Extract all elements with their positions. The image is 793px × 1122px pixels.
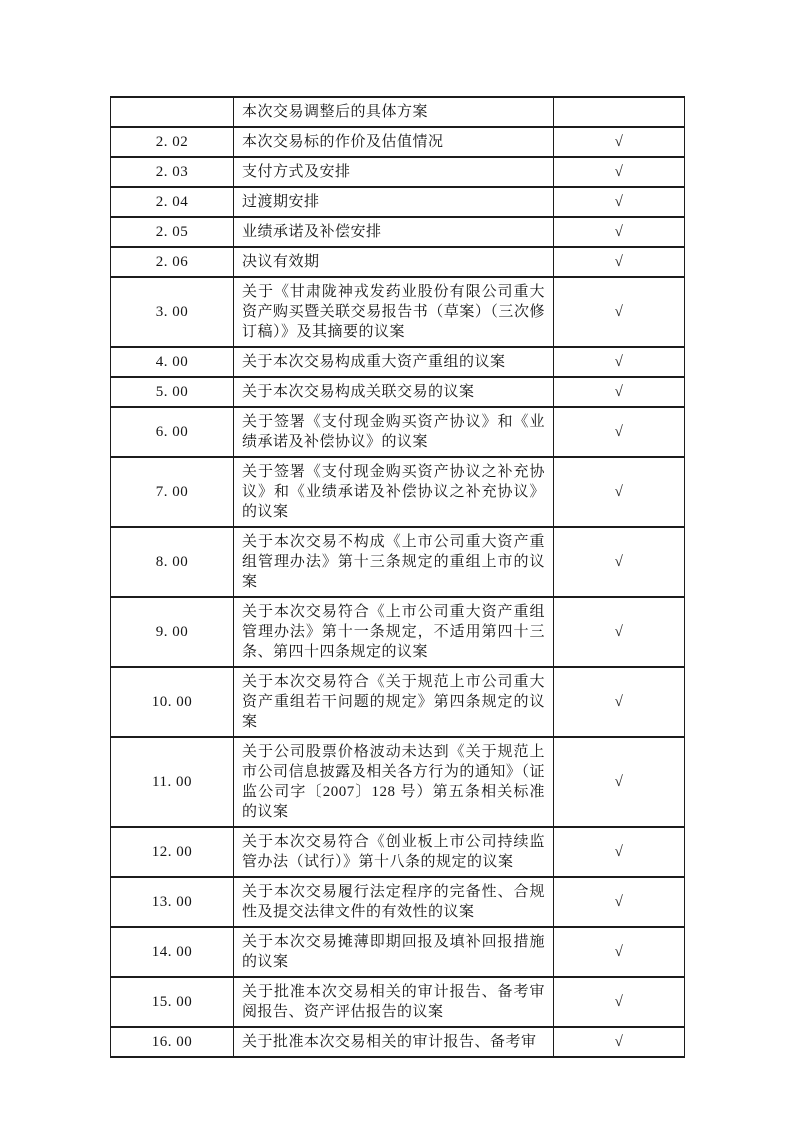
vote-result-cell [554,927,685,977]
proposal-number-cell: 11. 00 [111,737,234,827]
proposal-table-body [111,97,685,1057]
vote-result-cell [554,407,685,457]
check-mark: √ [614,774,624,790]
proposal-number-cell: 2. 05 [111,217,234,247]
proposal-number-cell: 6. 00 [111,407,234,457]
table-row [111,157,685,187]
proposal-title-cell: 关于本次交易符合《关于规范上市公司重大资产重组若干问题的规定》第四条规定的议案 [234,667,554,737]
check-mark: √ [614,354,624,370]
vote-result-cell [554,827,685,877]
vote-result-cell [554,977,685,1027]
table-row [111,877,685,927]
vote-result-cell [554,127,685,157]
table-row [111,927,685,977]
check-mark: √ [614,844,624,860]
table-row [111,1027,685,1057]
proposal-title-cell: 本次交易标的作价及估值情况 [234,127,554,157]
proposal-title-cell: 关于本次交易不构成《上市公司重大资产重组管理办法》第十三条规定的重组上市的议案 [234,527,554,597]
proposal-number-cell: 3. 00 [111,277,234,347]
table-row [111,977,685,1027]
proposal-number-cell: 4. 00 [111,347,234,377]
check-mark: √ [614,304,624,320]
table-row [111,457,685,527]
check-mark: √ [614,944,624,960]
table-row [111,127,685,157]
vote-result-cell [554,187,685,217]
vote-result-cell [554,157,685,187]
proposal-number-cell: 12. 00 [111,827,234,877]
check-mark: √ [614,424,624,440]
proposal-number-cell: 2. 02 [111,127,234,157]
vote-result-cell [554,377,685,407]
check-mark: √ [614,554,624,570]
proposal-number-cell: 2. 06 [111,247,234,277]
proposal-number-cell: 9. 00 [111,597,234,667]
proposal-title-cell: 决议有效期 [234,247,554,277]
proposal-title-cell: 关于本次交易摊薄即期回报及填补回报措施的议案 [234,927,554,977]
check-mark: √ [614,624,624,640]
proposal-title-cell: 关于《甘肃陇神戎发药业股份有限公司重大资产购买暨关联交易报告书（草案）（三次修订稿）》及其摘要的议案 [234,277,554,347]
proposal-title-cell: 关于公司股票价格波动未达到《关于规范上市公司信息披露及相关各方行为的通知》（证监公司字〔2007〕128 号）第五条相关标准的议案 [234,737,554,827]
proposal-number-cell: 16. 00 [111,1027,234,1057]
proposal-number-cell: 10. 00 [111,667,234,737]
table-row [111,527,685,597]
table-row [111,347,685,377]
check-mark: √ [614,134,624,150]
vote-result-cell [554,527,685,597]
vote-result-cell [554,597,685,667]
proposal-title-cell: 关于签署《支付现金购买资产协议之补充协议》和《业绩承诺及补偿协议之补充协议》的议案 [234,457,554,527]
proposal-number-cell: 5. 00 [111,377,234,407]
check-mark: √ [614,1034,624,1050]
proposal-number-cell: 13. 00 [111,877,234,927]
proposal-title-cell: 关于批准本次交易相关的审计报告、备考审 [234,1027,554,1057]
table-row [111,737,685,827]
check-mark: √ [614,894,624,910]
proposal-title-cell: 过渡期安排 [234,187,554,217]
proposal-number-cell: 2. 04 [111,187,234,217]
check-mark: √ [614,254,624,270]
table-row [111,97,685,127]
proposal-number-cell [111,97,234,127]
check-mark: √ [614,994,624,1010]
check-mark: √ [614,164,624,180]
proposal-title-cell: 本次交易调整后的具体方案 [234,97,554,127]
table-row [111,407,685,457]
table-row [111,667,685,737]
check-mark: √ [614,694,624,710]
check-mark: √ [614,484,624,500]
vote-result-cell [554,347,685,377]
proposal-title-cell: 关于本次交易符合《创业板上市公司持续监管办法（试行）》第十八条的规定的议案 [234,827,554,877]
vote-result-cell [554,247,685,277]
proposal-number-cell: 7. 00 [111,457,234,527]
vote-result-cell [554,97,685,127]
vote-result-cell [554,457,685,527]
proposal-title-cell: 关于本次交易构成重大资产重组的议案 [234,347,554,377]
proposal-number-cell: 14. 00 [111,927,234,977]
vote-result-cell [554,737,685,827]
table-row [111,827,685,877]
table-row [111,247,685,277]
proposal-table [110,96,685,1058]
proposal-number-cell: 8. 00 [111,527,234,597]
table-row [111,217,685,247]
proposal-number-cell: 2. 03 [111,157,234,187]
proposal-title-cell: 关于本次交易履行法定程序的完备性、合规性及提交法律文件的有效性的议案 [234,877,554,927]
proposal-title-cell: 关于本次交易构成关联交易的议案 [234,377,554,407]
vote-result-cell [554,877,685,927]
proposal-title-cell: 关于签署《支付现金购买资产协议》和《业绩承诺及补偿协议》的议案 [234,407,554,457]
proposal-title-cell: 关于本次交易符合《上市公司重大资产重组管理办法》第十一条规定，不适用第四十三条、第四十四条规定的议案 [234,597,554,667]
vote-result-cell [554,277,685,347]
check-mark: √ [614,384,624,400]
vote-result-cell [554,217,685,247]
proposal-title-cell: 支付方式及安排 [234,157,554,187]
table-row [111,187,685,217]
vote-result-cell [554,667,685,737]
vote-result-cell [554,1027,685,1057]
table-row [111,277,685,347]
check-mark: √ [614,194,624,210]
table-row [111,597,685,667]
table-row [111,377,685,407]
check-mark: √ [614,224,624,240]
proposal-number-cell: 15. 00 [111,977,234,1027]
proposal-title-cell: 关于批准本次交易相关的审计报告、备考审阅报告、资产评估报告的议案 [234,977,554,1027]
proposal-title-cell: 业绩承诺及补偿安排 [234,217,554,247]
